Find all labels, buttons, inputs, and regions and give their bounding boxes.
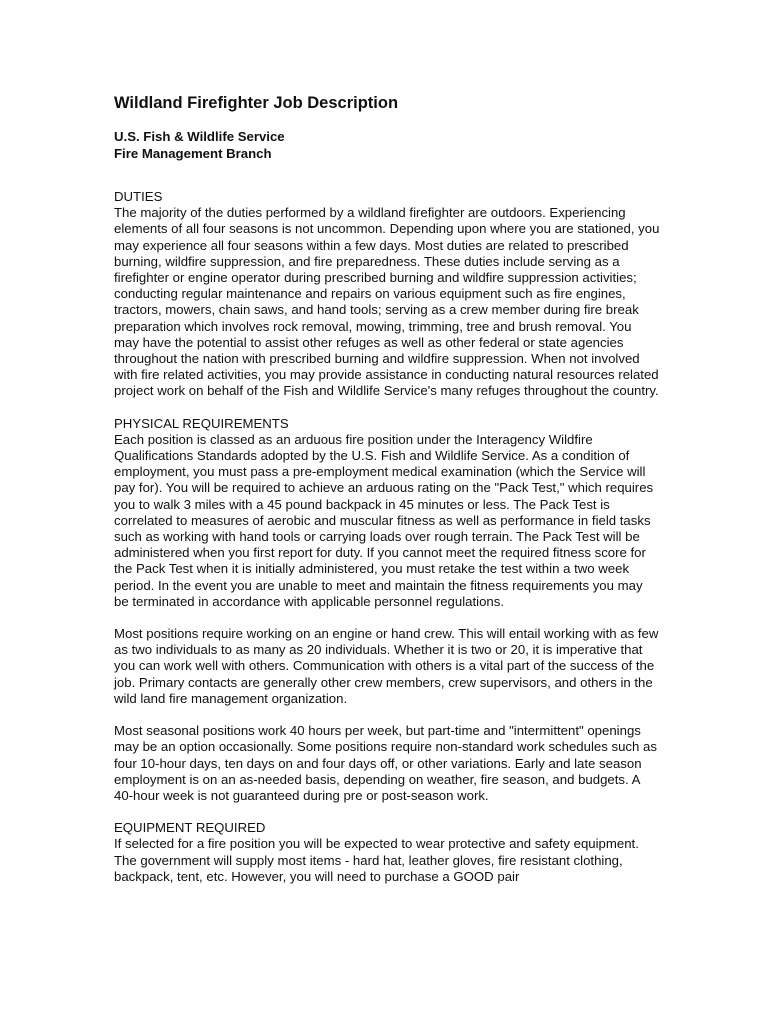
section-heading-physical-requirements: PHYSICAL REQUIREMENTS bbox=[114, 415, 289, 431]
physical-requirements-paragraph-1: Each position is classed as an arduous fire position under the Interagency Wildfire Qualifications Standards adopted by the U.S. Fish and Wildlife Service. As a condition of employment, you must pass a pre-employment medical examination (which the Service will pay for). You will be required to achieve an arduous rating on the "Pack Test," which requires you to walk 3 miles with a 45 pound backpack in 45 minutes or less. The Pack Test is correlated to measures of aerobic and muscular fitness as well as performance in field tasks such as working with hand tools or carrying loads over rough terrain. The Pack Test will be administered when you first report for duty. If you cannot meet the required fitness score for the Pack Test when it is initially administered, you must retake the test within a two week period. In the event you are unable to meet and maintain the fitness requirements you may be terminated in accordance with applicable personnel regulations. bbox=[114, 431, 654, 609]
physical-requirements-paragraph-2: Most positions require working on an engine or hand crew. This will entail working with as few as two individuals to as many as 20 individuals. Whether it is two or 20, it is imperative that you can work well with others. Communication with others is a vital part of the success of the job. Primary contacts are generally other crew members, crew supervisors, and others in the wild land fire management organization. bbox=[114, 626, 659, 706]
duties-paragraph: The majority of the duties performed by a wildland firefighter are outdoors. Experiencing elements of all four seasons is not uncommon. Depending upon where you are stationed, you may experience all four seasons within a few days. Most duties are related to prescribed burning, wildfire suppression, and fire preparedness. These duties include serving as a firefighter or engine operator during prescribed burning and wildfire suppression activities; conducting regular maintenance and repairs on various equipment such as fire engines, tractors, mowers, chain saws, and hand tools; serving as a crew member during fire break preparation which involves rock removal, mowing, trimming, tree and brush removal. You may have the potential to assist other refuges as well as other federal or state agencies throughout the nation with prescribed burning and wildfire suppression. When not involved with fire related activities, you may provide assistance in conducting natural resources related project work on behalf of the Fish and Wildlife Service's many refuges throughout the country. bbox=[114, 205, 660, 399]
document-title: Wildland Firefighter Job Description bbox=[114, 94, 399, 112]
section-heading-equipment-required: EQUIPMENT REQUIRED bbox=[114, 820, 266, 836]
organization-branch: Fire Management Branch bbox=[114, 146, 272, 161]
section-duties bbox=[114, 189, 660, 400]
organization-name: U.S. Fish & Wildlife Service bbox=[114, 129, 285, 144]
equipment-required-paragraph: If selected for a fire position you will be expected to wear protective and safety equipment. The government will supply most items - hard hat, leather gloves, fire resistant clothing, backpack, tent, etc. However, you will need to purchase a GOOD pair bbox=[114, 836, 639, 884]
organization-block bbox=[114, 128, 660, 162]
section-heading-duties: DUTIES bbox=[114, 189, 163, 204]
physical-requirements-paragraph-3: Most seasonal positions work 40 hours per week, but part-time and "intermittent" openings may be an option occasionally. Some positions require non-standard work schedules such as four 10-hour days, ten days on and four days off, or other variations. Early and late season employment is on an as-needed basis, depending on weather, fire season, and budgets. A 40-hour week is not guaranteed during pre or post-season work. bbox=[114, 723, 657, 803]
section-equipment-required bbox=[114, 820, 660, 885]
document-page bbox=[114, 92, 660, 901]
section-physical-requirements bbox=[114, 416, 660, 804]
